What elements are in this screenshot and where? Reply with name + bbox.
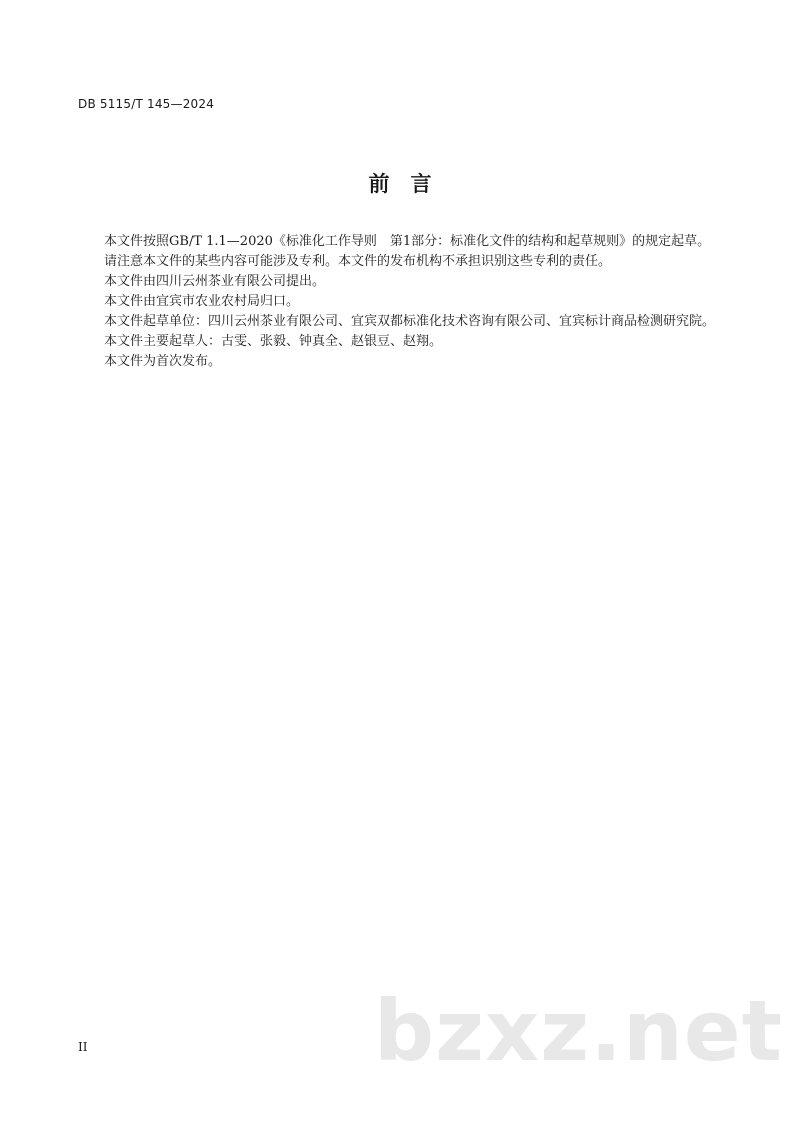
document-code: DB 5115/T 145—2024	[78, 97, 215, 111]
paragraph-first-release: 本文件为首次发布。	[104, 354, 222, 369]
page-number: II	[78, 1040, 88, 1054]
paragraph-proposer: 本文件由四川云州茶业有限公司提出。	[104, 274, 326, 289]
paragraph-centralized-unit: 本文件由宜宾市农业农村局归口。	[104, 294, 300, 309]
paragraph-drafters: 本文件主要起草人：古雯、张毅、钟真全、赵银豆、赵翔。	[104, 334, 443, 349]
paragraph-drafting-rules: 本文件按照GB/T 1.1—2020《标准化工作导则 第1部分：标准化文件的结构和起草规则》的规定起草。	[104, 234, 711, 249]
paragraph-patent-notice: 请注意本文件的某些内容可能涉及专利。本文件的发布机构不承担识别这些专利的责任。	[104, 254, 612, 269]
page-title: 前 言	[368, 172, 432, 196]
foreword-body	[78, 232, 718, 372]
paragraph-drafting-units: 本文件起草单位：四川云州茶业有限公司、宜宾双都标准化技术咨询有限公司、宜宾标计商品检测研究院。	[104, 314, 716, 329]
site-watermark: bzxz.net	[374, 982, 783, 1080]
